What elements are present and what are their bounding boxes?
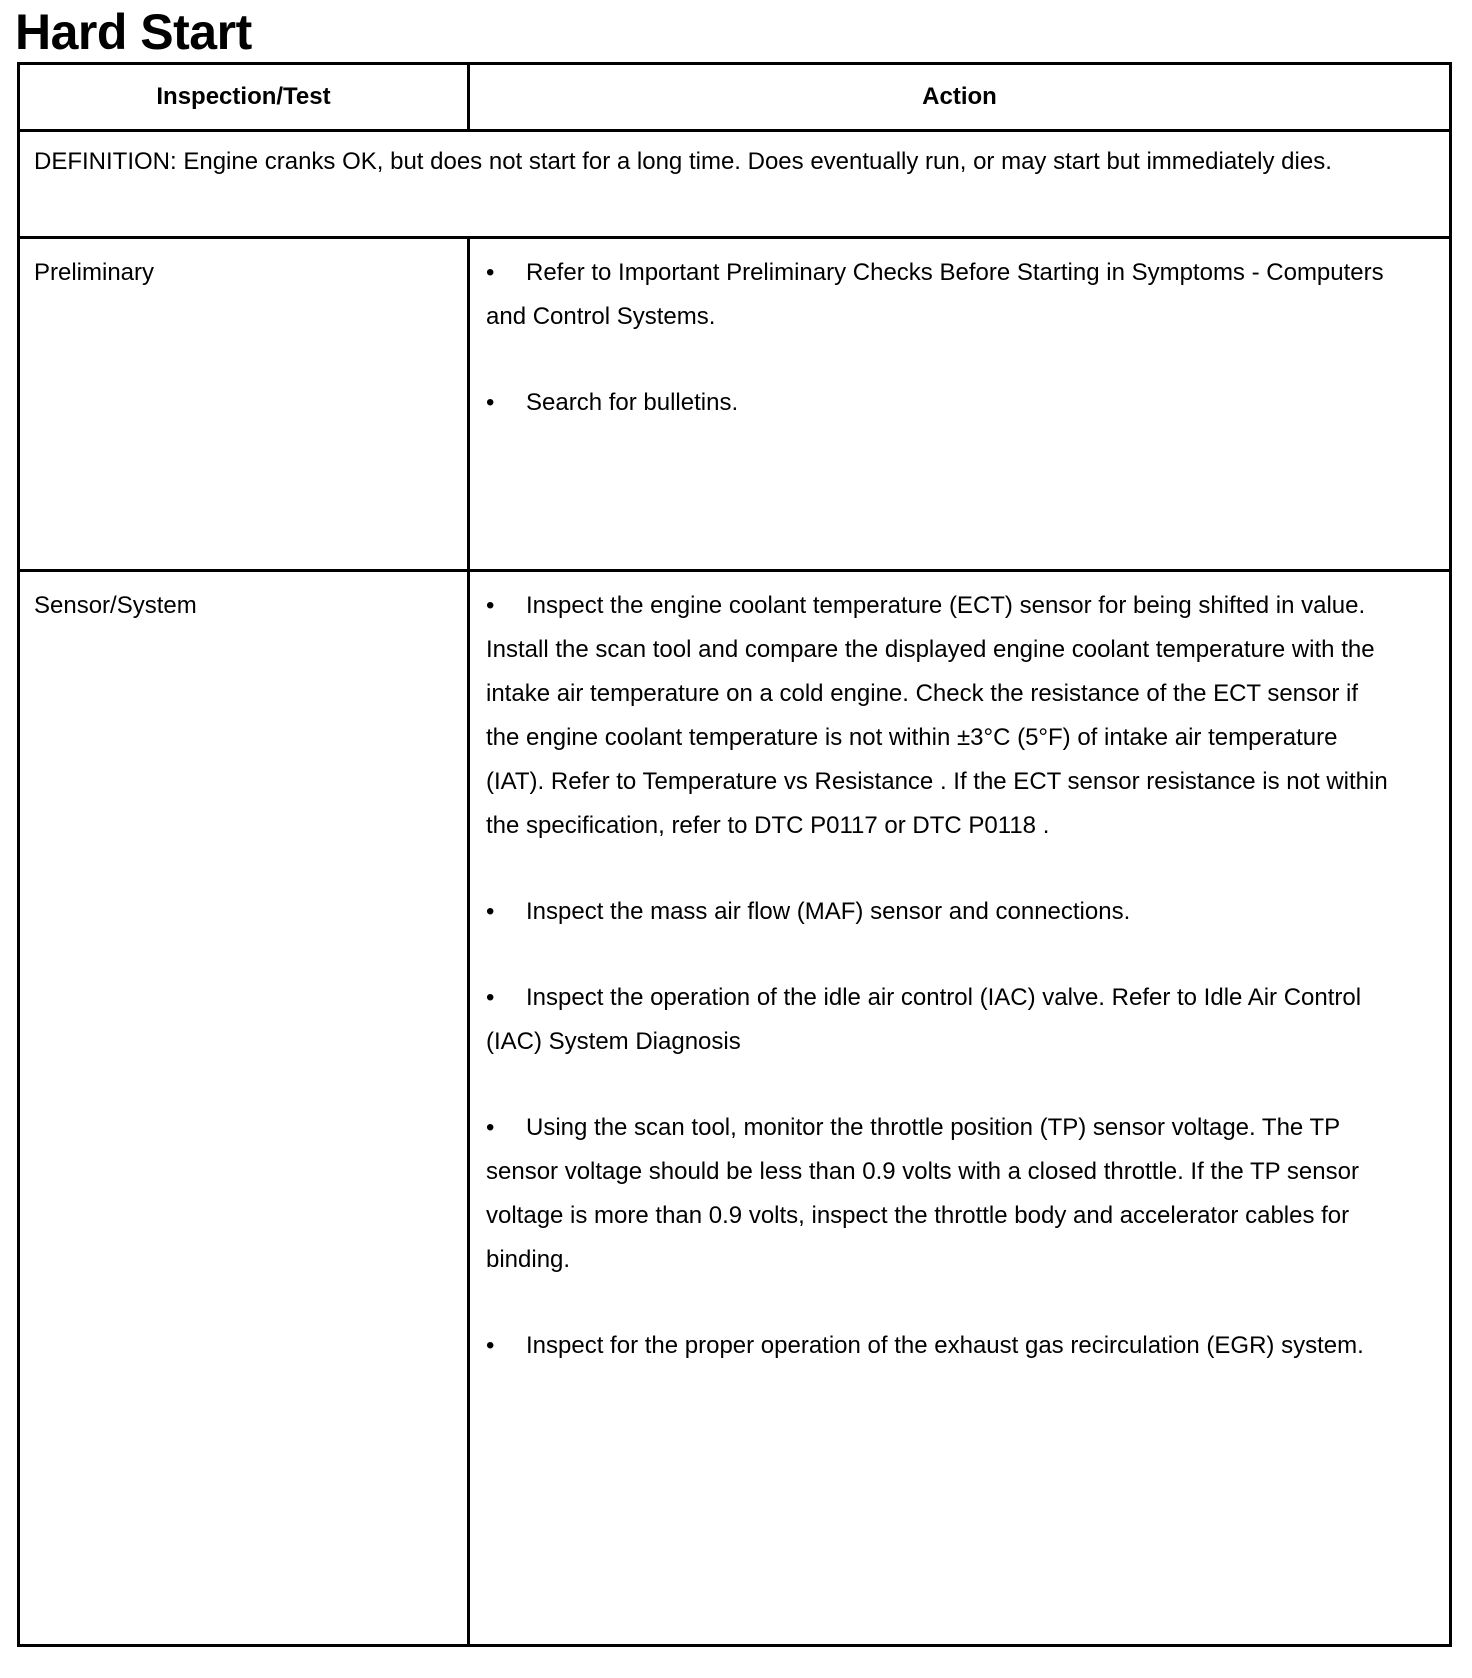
row-label-sensor-system: Sensor/System (19, 571, 469, 1646)
action-item (486, 1324, 1435, 1368)
action-text: Inspect the mass air flow (MAF) sensor and connections. (526, 898, 1131, 925)
action-item (486, 381, 1435, 425)
action-item (486, 890, 1435, 934)
table-row (19, 238, 1451, 571)
action-text: Inspect for the proper operation of the exhaust gas recirculation (EGR) system. (526, 1332, 1364, 1359)
action-item (486, 1106, 1435, 1282)
action-text: Using the scan tool, monitor the throttle position (TP) sensor voltage. The TP sensor voltage should be less than 0.9 volts with a closed throttle. If the TP sensor voltage is more than 0.9 volts, inspect the throttle body and accelerator cables for binding. (486, 1114, 1359, 1273)
action-item (486, 251, 1435, 339)
action-item (486, 976, 1435, 1064)
bullet-icon: • (486, 592, 495, 619)
bullet-icon: • (486, 259, 495, 286)
action-item (486, 584, 1435, 848)
definition-row (19, 131, 1451, 238)
table-header-row (19, 64, 1451, 131)
action-text: Refer to Important Preliminary Checks Before Starting in Symptoms - Computers and Control Systems. (486, 259, 1384, 330)
table-row (19, 571, 1451, 1646)
column-header-inspection-test: Inspection/Test (19, 64, 469, 131)
action-text: Search for bulletins. (526, 389, 739, 416)
bullet-icon: • (486, 1114, 495, 1141)
bullet-icon: • (486, 898, 495, 925)
action-text: Inspect the operation of the idle air control (IAC) valve. Refer to Idle Air Control (IAC) System Diagnosis (486, 984, 1362, 1055)
page-title: Hard Start (15, 4, 252, 60)
bullet-icon: • (486, 984, 495, 1011)
column-header-action: Action (469, 64, 1451, 131)
diagnostic-table (17, 62, 1452, 1647)
action-list (469, 571, 1451, 1646)
action-list (469, 238, 1451, 571)
row-label-preliminary: Preliminary (19, 238, 469, 571)
bullet-icon: • (486, 389, 495, 416)
action-text: Inspect the engine coolant temperature (ECT) sensor for being shifted in value. Install the scan tool and compare the displayed engine coolant temperature with the intake air temperature on a cold engine. Check the resistance of the ECT sensor if the engine coolant temperature is not within ±3°C (5°F) of intake air temperature (IAT). Refer to Temperature vs Resistance . If the ECT sensor resistance is not within the specification, refer to DTC P0117 or DTC P0118 . (486, 592, 1388, 839)
definition-text: DEFINITION: Engine cranks OK, but does not start for a long time. Does eventually run, or may start but immediately dies. (19, 131, 1451, 238)
bullet-icon: • (486, 1332, 495, 1359)
